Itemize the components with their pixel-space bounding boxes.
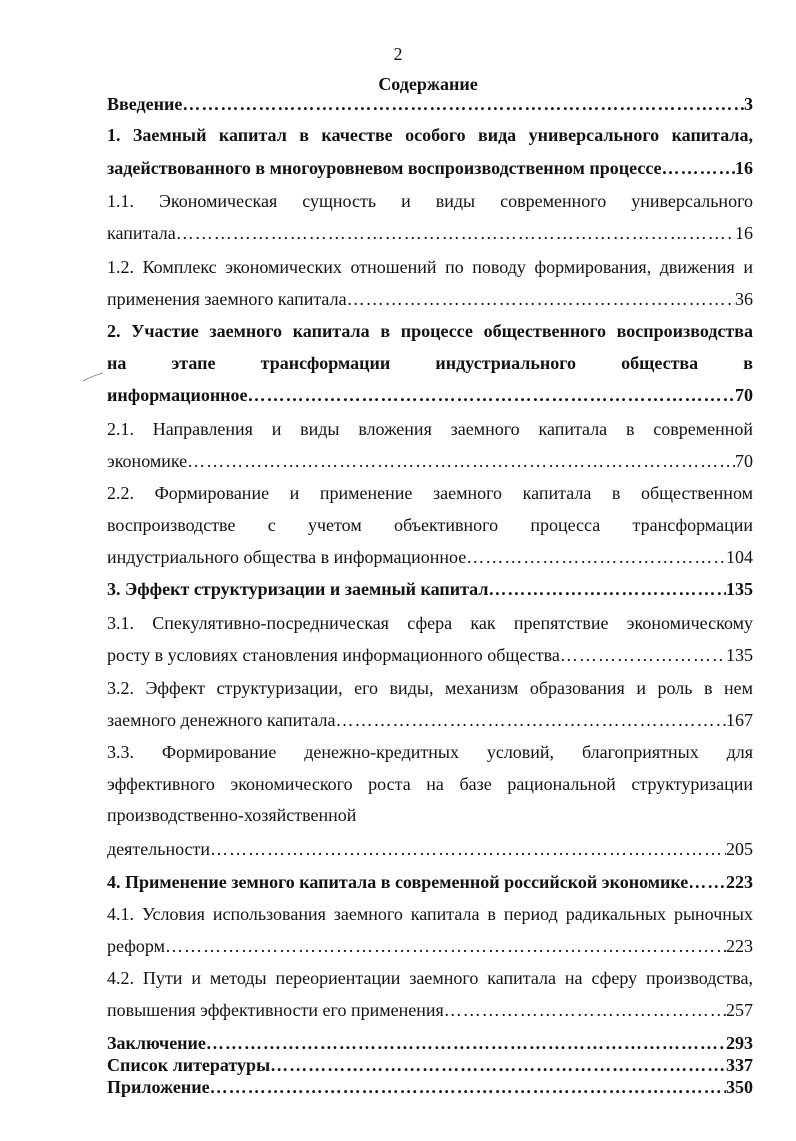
toc-entry-page: 135 — [726, 579, 753, 599]
toc-entry-s41[interactable]: 4.1. Условия использования заемного капитала в период радикальных рыночных — [107, 904, 753, 924]
toc-entry-s33-end[interactable]: деятельности …………………………………………………………………………………………………………………………………………………… 205 — [107, 838, 753, 860]
toc-entry-s33-cont2[interactable]: производственно-хозяйственной — [107, 805, 357, 825]
toc-entry-s22[interactable]: 2.2. Формирование и применение заемного капитала в общественном — [107, 483, 753, 503]
toc-entry-s22-end[interactable]: индустриального общества в информационное …………………………………………………………………………………………………………………………………………………… 104 — [107, 546, 753, 568]
toc-entry-page: 16 — [735, 223, 753, 243]
toc-entry-page: 70 — [735, 385, 753, 405]
toc-entry-s11[interactable]: 1.1. Экономическая сущность и виды современного универсального — [107, 191, 753, 211]
page-number: 2 — [393, 44, 403, 64]
toc-entry-page: 223 — [726, 936, 753, 956]
toc-entry-page: 257 — [726, 1000, 753, 1020]
toc-entry-intro[interactable] — [107, 93, 753, 115]
toc-entry-appendix[interactable]: Приложение …………………………………………………………………………………………………………………………………………………… 350 — [107, 1076, 753, 1098]
toc-entry-s11-cont[interactable]: капитала …………………………………………………………………………………………………………………………………………………… 16 — [107, 222, 753, 244]
toc-entry-s42-cont[interactable]: повышения эффективности его применения …………………………………………………………………………………………………………………………………………………… 257 — [107, 999, 753, 1021]
toc-entry-s22-cont[interactable]: воспроизводстве с учетом объективного процесса трансформации — [107, 515, 753, 535]
toc-entry-ch1-cont[interactable]: задействованного в многоуровневом воспроизводственном процессе …………………………………………………………………………………………………………………………………………………… 16 — [107, 157, 753, 179]
toc-entry-conclusion[interactable]: Заключение …………………………………………………………………………………………………………………………………………………… 293 — [107, 1032, 753, 1054]
toc-entry-page: 293 — [726, 1033, 753, 1053]
toc-entry-s21-cont[interactable]: экономике …………………………………………………………………………………………………………………………………………………… 70 — [107, 450, 753, 472]
toc-entry-page: 337 — [726, 1055, 753, 1075]
toc-entry-s31-cont[interactable]: росту в условиях становления информационного общества …………………………………………………………………………………………………………………………………………………… 135 — [107, 644, 753, 666]
toc-entry-page: 104 — [726, 547, 753, 567]
toc-entry-page: 350 — [726, 1077, 753, 1097]
toc-entry-s12-cont[interactable]: применения заемного капитала …………………………………………………………………………………………………………………………………………………… 36 — [107, 288, 753, 310]
toc-entry-s32-cont[interactable]: заемного денежного капитала …………………………………………………………………………………………………………………………………………………… 167 — [107, 709, 753, 731]
toc-entry-page: 3 — [744, 94, 753, 114]
toc-entry-page: 135 — [726, 645, 753, 665]
toc-entry-s31[interactable]: 3.1. Спекулятивно-посредническая сфера как препятствие экономическому — [107, 613, 753, 633]
toc-entry-s12[interactable]: 1.2. Комплекс экономических отношений по поводу формирования, движения и — [107, 257, 753, 277]
toc-entry-ch4[interactable]: 4. Применение земного капитала в современной российской экономике …………………………………………………………………………………………………………………………………………………… 223 — [107, 871, 753, 893]
toc-entry-ch1[interactable]: 1. Заемный капитал в качестве особого вида универсального капитала, — [107, 125, 753, 145]
toc-entry-page: 223 — [726, 872, 753, 892]
toc-entry-page: 167 — [726, 710, 753, 730]
toc-entry-title: Введение — [107, 94, 183, 114]
toc-entry-ch2-cont[interactable]: на этапе трансформации индустриального общества в — [107, 353, 753, 373]
toc-entry-s41-cont[interactable]: реформ …………………………………………………………………………………………………………………………………………………… 223 — [107, 935, 753, 957]
toc-entry-s42[interactable]: 4.2. Пути и методы переориентации заемного капитала на сферу производства, — [107, 968, 753, 988]
toc-entry-ch2[interactable]: 2. Участие заемного капитала в процессе общественного воспроизводства — [107, 321, 753, 341]
toc-entry-page: 16 — [735, 158, 753, 178]
toc-entry-ch3[interactable]: 3. Эффект структуризации и заемный капитал …………………………………………………………………………………………………………………………………………………… 135 — [107, 578, 753, 600]
toc-entry-literature[interactable]: Список литературы …………………………………………………………………………………………………………………………………………………… 337 — [107, 1054, 753, 1076]
toc-entry-s33-cont[interactable]: эффективного экономического роста на базе рациональной структуризации — [107, 774, 753, 794]
toc-entry-s32[interactable]: 3.2. Эффект структуризации, его виды, механизм образования и роль в нем — [107, 678, 753, 698]
margin-mark-icon — [82, 372, 104, 382]
toc-entry-s33[interactable]: 3.3. Формирование денежно-кредитных условий, благоприятных для — [107, 742, 753, 762]
toc-entry-s21[interactable]: 2.1. Направления и виды вложения заемного капитала в современной — [107, 419, 753, 439]
toc-entry-page: 205 — [726, 839, 753, 859]
toc-entry-page: 70 — [735, 451, 753, 471]
toc-entry-page: 36 — [735, 289, 753, 309]
toc-entry-ch2-end[interactable]: информационное …………………………………………………………………………………………………………………………………………………… 70 — [107, 384, 753, 406]
toc-heading: Содержание — [378, 74, 478, 94]
